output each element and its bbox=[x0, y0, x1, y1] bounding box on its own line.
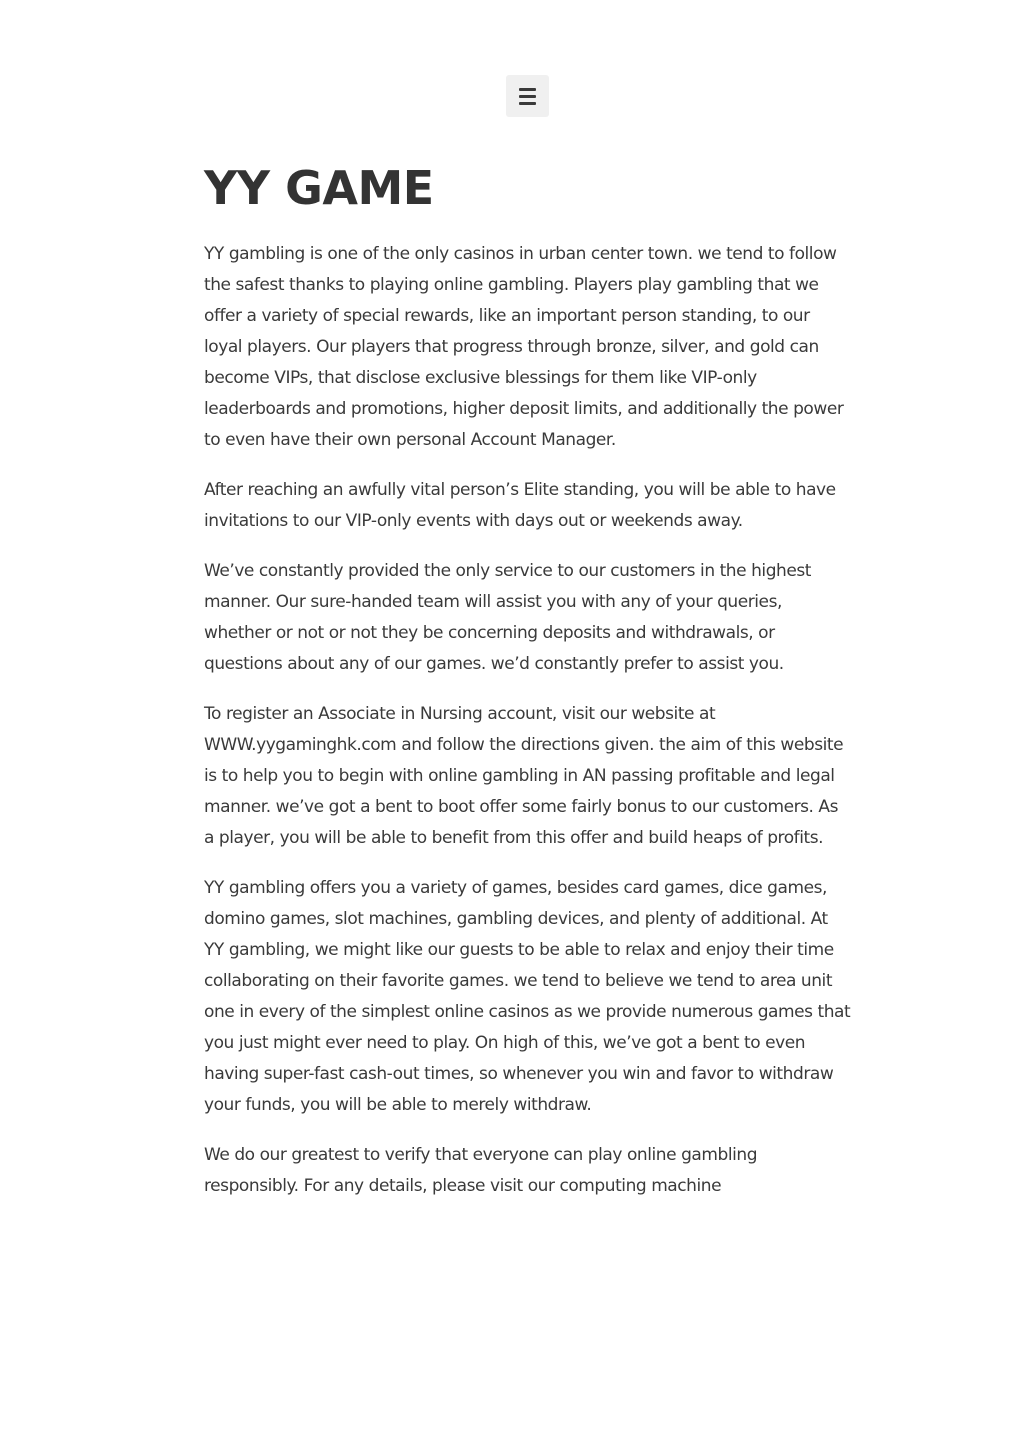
hamburger-menu-icon bbox=[519, 88, 536, 91]
page-title: YY GAME bbox=[204, 161, 434, 215]
article-paragraph: To register an Associate in Nursing account, visit our website at WWW.yygaminghk.com and follow the directions given. the aim of this website is to help you to begin with online gambling in AN passing profitable and legal manner. we’ve got a bent to boot offer some fairly bonus to our customers. As a player, you will be able to benefit from this offer and build heaps of profits. bbox=[204, 704, 844, 848]
hamburger-menu-icon-bar bbox=[519, 102, 536, 105]
article-paragraph: We do our greatest to verify that everyone can play online gambling responsibly. For any details, please visit our computing machine bbox=[204, 1145, 758, 1196]
menu-toggle-button[interactable] bbox=[506, 75, 549, 117]
article-paragraph: We’ve constantly provided the only service to our customers in the highest manner. Our sure-handed team will assist you with any of your queries, whether or not or not they be concerning deposits and withdrawals, or questions about any of our games. we’d constantly prefer to assist you. bbox=[204, 561, 811, 674]
article-paragraph: YY gambling offers you a variety of games, besides card games, dice games, domino games, slot machines, gambling devices, and plenty of additional. At YY gambling, we might like our guests to be able to relax and enjoy their time collaborating on their favorite games. we tend to believe we tend to area unit one in every of the simplest online casinos as we provide numerous games that you just might ever need to play. On high of this, we’ve got a bent to even having super-fast cash-out times, so whenever you win and favor to withdraw your funds, you will be able to merely withdraw. bbox=[204, 878, 851, 1115]
article-paragraph: After reaching an awfully vital person’s Elite standing, you will be able to have invitations to our VIP-only events with days out or weekends away. bbox=[204, 480, 836, 531]
article-content bbox=[204, 160, 852, 1221]
article-paragraph: YY gambling is one of the only casinos in urban center town. we tend to follow the safest thanks to playing online gambling. Players play gambling that we offer a variety of special rewards, like an important person standing, to our loyal players. Our players that progress through bronze, silver, and gold can become VIPs, that disclose exclusive blessings for them like VIP-only leaderboards and promotions, higher deposit limits, and additionally the power to even have their own personal Account Manager. bbox=[204, 244, 844, 450]
hamburger-menu-icon-bar bbox=[519, 95, 536, 98]
